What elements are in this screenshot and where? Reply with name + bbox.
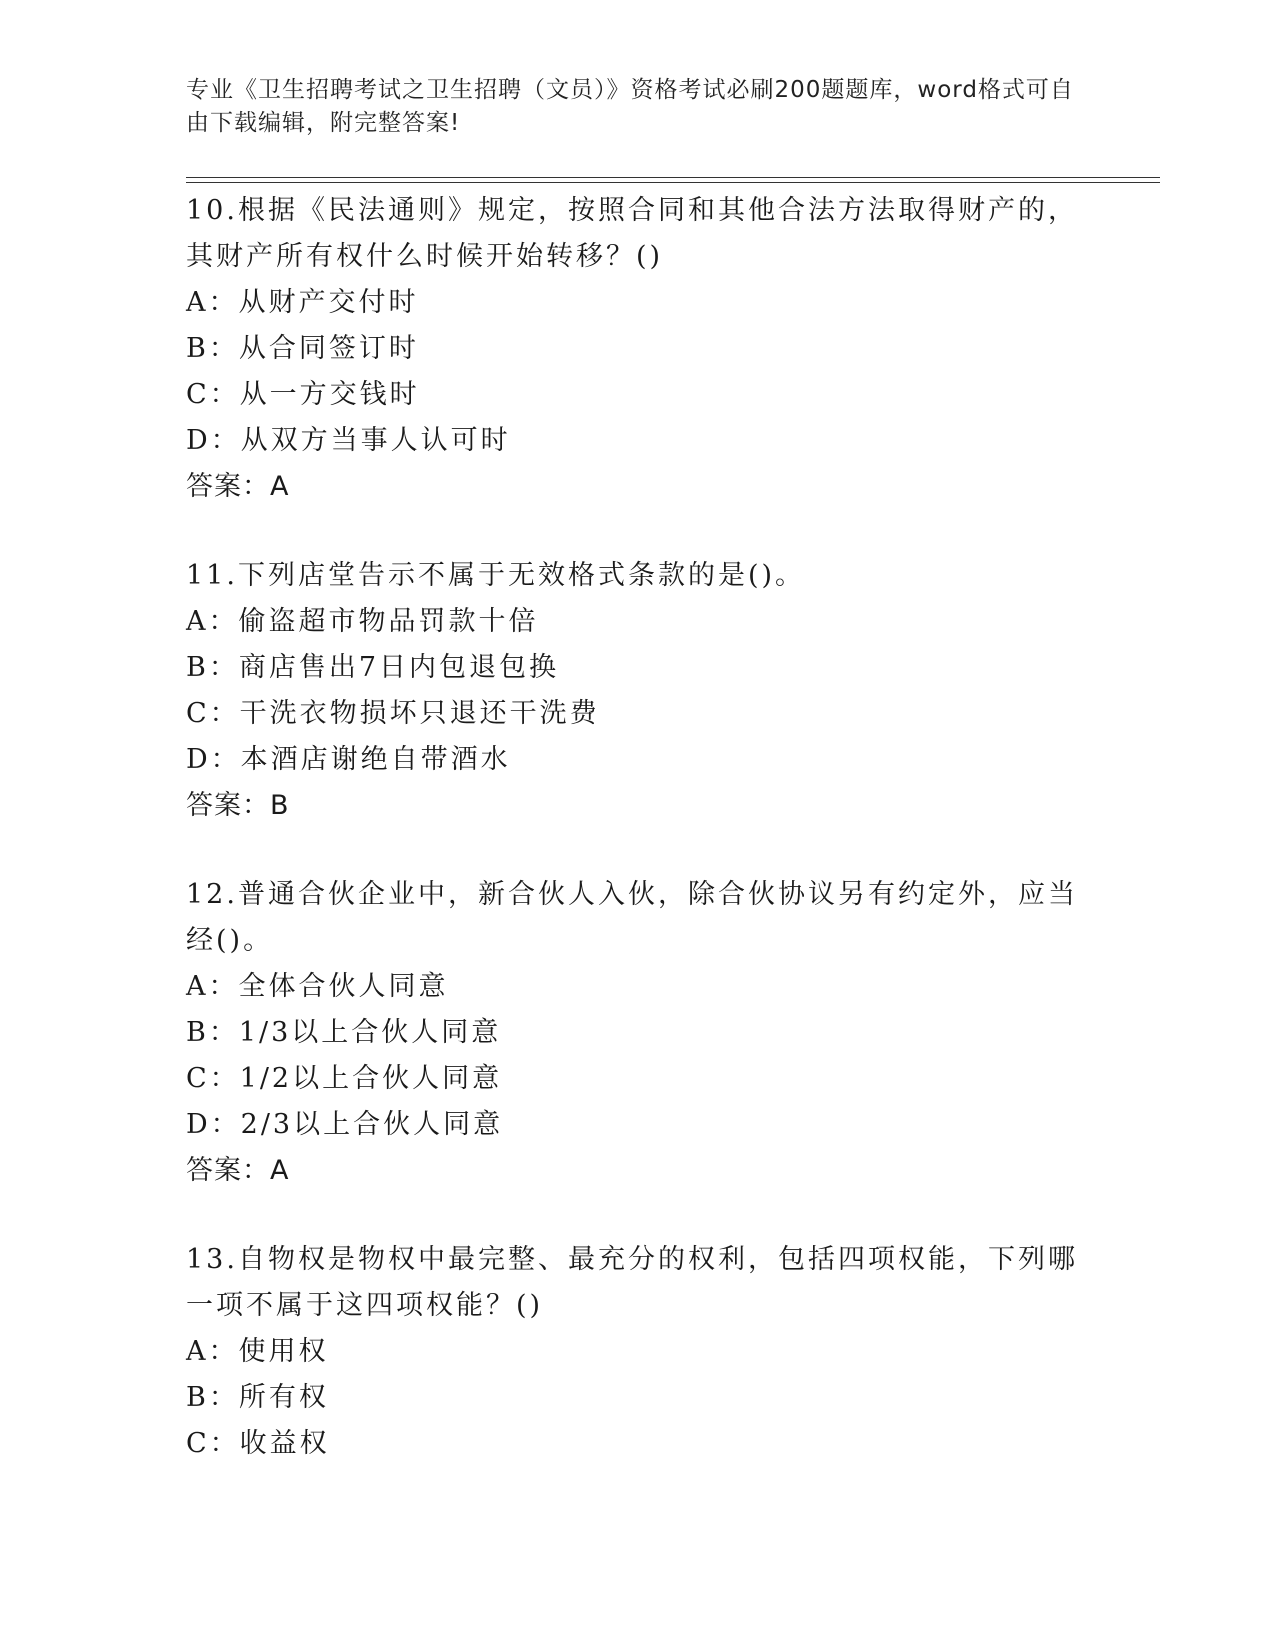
option-c: C：干洗衣物损坏只退还干洗费: [186, 698, 600, 729]
option-c: C：从一方交钱时: [186, 379, 420, 410]
question-10: [186, 188, 1086, 510]
option-d: D：2/3以上合伙人同意: [186, 1109, 504, 1140]
question-stem: 13.自物权是物权中最完整、最充分的权利，包括四项权能，下列哪一项不属于这四项权能？(): [186, 1244, 1078, 1321]
question-stem: 12.普通合伙企业中，新合伙人入伙，除合伙协议另有约定外，应当经()。: [186, 879, 1078, 956]
option-d: D：从双方当事人认可时: [186, 425, 511, 456]
option-b: B：从合同签订时: [186, 333, 419, 364]
option-c: C：收益权: [186, 1428, 330, 1459]
question-spacer: [186, 1194, 1086, 1237]
option-a: A：使用权: [186, 1336, 329, 1367]
answer-line: 答案：A: [186, 471, 290, 502]
question-stem: 10.根据《民法通则》规定，按照合同和其他合法方法取得财产的，其财产所有权什么时候开始转移？(): [186, 195, 1078, 272]
question-spacer: [186, 510, 1086, 553]
option-c: C：1/2以上合伙人同意: [186, 1063, 503, 1094]
question-stem: 11.下列店堂告示不属于无效格式条款的是()。: [186, 560, 806, 591]
question-spacer: [186, 829, 1086, 872]
option-a: A：全体合伙人同意: [186, 971, 449, 1002]
header-divider-bottom: [186, 182, 1160, 183]
option-b: B：所有权: [186, 1382, 329, 1413]
header-divider-top: [186, 177, 1160, 178]
question-list: [186, 188, 1086, 1467]
answer-line: 答案：B: [186, 790, 290, 821]
question-12: [186, 872, 1086, 1194]
question-11: [186, 553, 1086, 829]
option-a: A：从财产交付时: [186, 287, 419, 318]
question-13: [186, 1237, 1086, 1467]
option-a: A：偷盗超市物品罚款十倍: [186, 606, 539, 637]
document-header: 专业《卫生招聘考试之卫生招聘（文员）》资格考试必刷200题题库，word格式可自由下载编辑，附完整答案!: [186, 77, 1074, 136]
option-b: B：商店售出7日内包退包换: [186, 652, 560, 683]
option-d: D：本酒店谢绝自带酒水: [186, 744, 511, 775]
option-b: B：1/3以上合伙人同意: [186, 1017, 502, 1048]
answer-line: 答案：A: [186, 1155, 290, 1186]
